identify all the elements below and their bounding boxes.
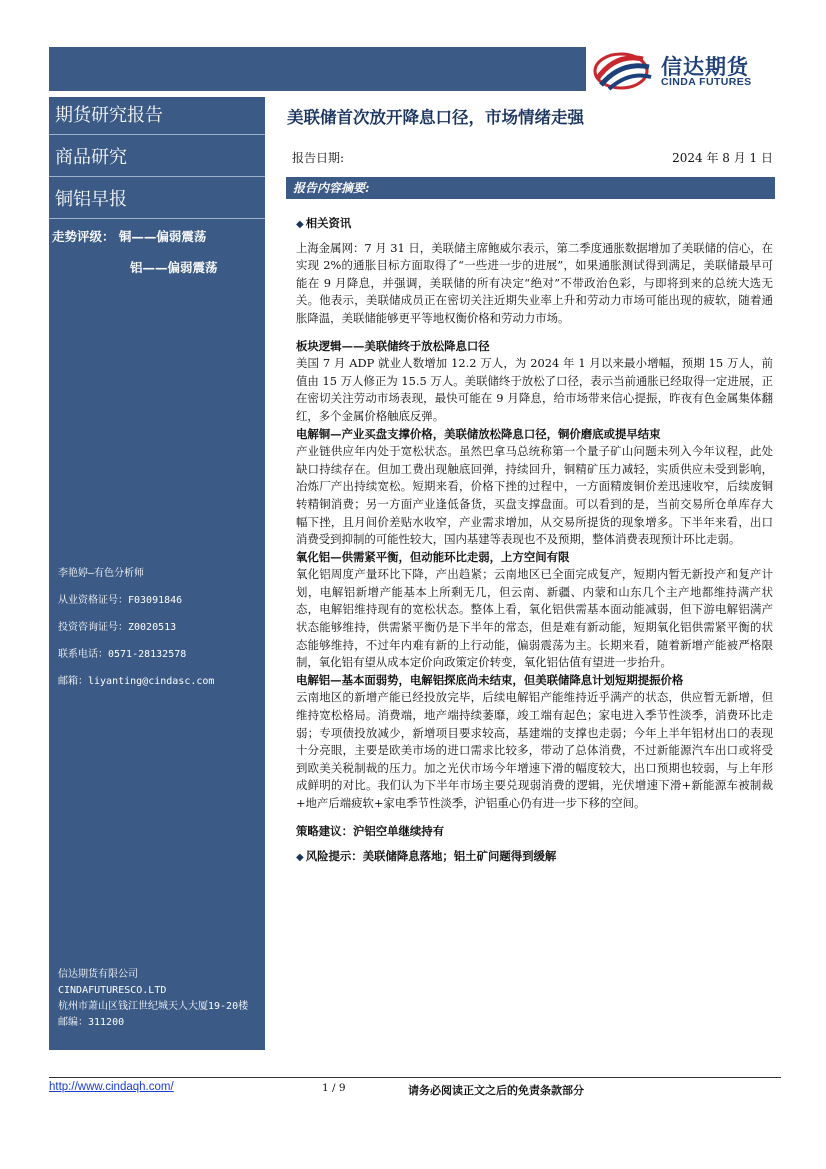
- risk-warning: 风险提示：美联储降息落地；铝土矿问题得到缓解: [305, 849, 557, 864]
- news-heading: 相关资讯: [305, 216, 352, 230]
- company-address: 杭州市萧山区钱江世纪城天人大厦19-20楼: [58, 1001, 249, 1012]
- cinda-logo: [591, 49, 781, 91]
- strategy-suggestion: 策略建议：沪铝空单继续持有: [296, 823, 445, 838]
- sidebar-report-type: 期货研究报告: [49, 97, 265, 135]
- abstract-body: [296, 215, 773, 867]
- copper-heading: 电解铜—产业买盘支撑价格，美联储放松降息口径，铜价磨底或提早结束: [296, 426, 661, 441]
- diamond-bullet-icon: ◆: [296, 852, 304, 864]
- analyst-email: 邮箱：liyanting@cindasc.com: [58, 676, 215, 687]
- cinda-logo-icon: [591, 49, 653, 91]
- sidebar: [49, 97, 265, 1050]
- page-number: 1 / 9: [322, 1082, 346, 1094]
- report-date-label: 报告日期:: [292, 151, 345, 165]
- analyst-qualification: 从业资格证号：F03091846: [58, 595, 183, 606]
- company-info: [58, 967, 263, 1031]
- analyst-phone: 联系电话：0571-28132578: [58, 649, 187, 660]
- news-text: 上海金属网：7 月 31 日，美联储主席鲍威尔表示，第二季度通胀数据增加了美联储的信心，在实现 2%的通胀目标方面取得了“一些进一步的进展”，如果通胀测试得到满足，美联储最早可能在 9 月降息，并强调，美联储的所有决定“绝对”不带政治色彩，与即将到来的总统大选无关。他表示，美联储成员正在密切关注近期失业率上升和劳动力市场可能出现的疲软，随着通胀降温，美联储能够更平等地权衡价格和劳动力市场。: [296, 240, 773, 325]
- footer-divider: [49, 1077, 781, 1078]
- company-name-en: CINDAFUTURESCO.LTD: [58, 985, 167, 996]
- rating-aluminum: 铝——偏弱震荡: [130, 260, 218, 275]
- abstract-header: 报告内容摘要:: [286, 177, 775, 199]
- company-name-cn: 信达期货有限公司: [58, 969, 138, 980]
- website-link[interactable]: http://www.cindaqh.com/: [49, 1081, 174, 1093]
- logo-chinese-name: 信达期货: [661, 55, 749, 79]
- logic-text: 美国 7 月 ADP 就业人数增加 12.2 万人，为 2024 年 1 月以来最小增幅，预期 15 万人，前值由 15 万人修正为 15.5 万人。美联储终于放松了口径，表示当前通胀已经取得一定进展，正在密切关注劳动市场表现，最快可能在 9 月降息，给市场带来信心提振，昨夜有色金属集体翻红，多个金属价格触底反弹。: [296, 356, 773, 423]
- logic-heading: 板块逻辑——美联储终于放松降息口径: [296, 338, 490, 353]
- sidebar-report-name: 铜铝早报: [49, 181, 265, 219]
- analyst-info: [58, 560, 263, 695]
- company-postcode: 邮编：311200: [58, 1017, 125, 1028]
- aluminum-text: 云南地区的新增产能已经投放完毕，后续电解铝产能维持近乎满产的状态，供应暂无新增，但维持宽松格局。消费端，地产端持续萎靡，竣工端有起色；家电进入季节性淡季，消费环比走弱；专项债投放减少，新增项目要求较高，基建端的支撑也走弱；今年上半年铝材出口的表现十分亮眼，主要是欧美市场的进口需求比较多，带动了总体消费，不过新能源汽车出口或将受到欧美关税制裁的压力。加之光伏市场今年增速下滑的幅度较大，出口预期也较弱，与上年形成鲜明的对比。我们认为下半年市场主要兑现弱消费的逻辑，光伏增速下滑+新能源车被制裁+地产后端疲软+家电季节性淡季，沪铝重心仍有进一步下移的空间。: [296, 690, 773, 810]
- header-bar: [49, 47, 586, 91]
- diamond-bullet-icon: ◆: [296, 219, 304, 230]
- rating-copper: 走势评级： 铜——偏弱震荡: [52, 229, 207, 244]
- aluminum-heading: 电解铝—基本面弱势，电解铝探底尚未结束，但美联储降息计划短期提振价格: [296, 672, 684, 687]
- page-title: 美联储首次放开降息口径，市场情绪走强: [287, 108, 584, 127]
- analyst-name: 李艳婷—有色分析师: [58, 568, 145, 579]
- disclaimer-note: 请务必阅读正文之后的免责条款部分: [408, 1084, 584, 1097]
- alumina-heading: 氧化铝—供需紧平衡，但动能环比走弱，上方空间有限: [296, 549, 570, 564]
- logo-english-name: CINDA FUTURES: [661, 76, 752, 88]
- sidebar-category: 商品研究: [49, 139, 265, 177]
- report-date-value: 2024 年 8 月 1 日: [672, 151, 773, 165]
- analyst-consulting-id: 投资咨询证号：Z0020513: [58, 622, 177, 633]
- copper-text: 产业链供应年内处于宽松状态。虽然巴拿马总统称第一个量子矿山问题未列入今年议程，此处缺口持续存在。但加工费出现触底回弹，持续回升，铜精矿压力减轻，实质供应未受到影响，冶炼厂产出持续宽松。短期来看，价格下挫的过程中，一方面精废铜价差迅速收窄，后续废铜转精铜消费；另一方面产业逢低备货，买盘支撑盘面。可以看到的是，当前交易所仓单库存大幅下挫，且月间价差贴水收窄，产业需求增加，从交易所提货的现象增多。下半年来看，出口消费受到抑制的可能性较大，国内基建等表现也不及预期，整体消费表现预计环比走弱。: [296, 444, 773, 547]
- alumina-text: 氧化铝周度产量环比下降，产出趋紧；云南地区已全面完成复产，短期内暂无新投产和复产计划，电解铝新增产能基本上所剩无几，但云南、新疆、内蒙和山东几个主产地都维持满产状态，电解铝维持现有的宽松状态。整体上看，氧化铝供需基本面动能减弱，但下游电解铝满产状态能够维持，供需紧平衡仍是下半年的常态，但是难有新动能，短期氧化铝供需紧平衡的状态能够维持，不过年内难有新的上行动能，偏弱震荡为主。长期来看，随着新增产能被严格限制，氧化铝有望从成本定价向政策定价转变，氧化铝估值有望进一步抬升。: [296, 567, 773, 670]
